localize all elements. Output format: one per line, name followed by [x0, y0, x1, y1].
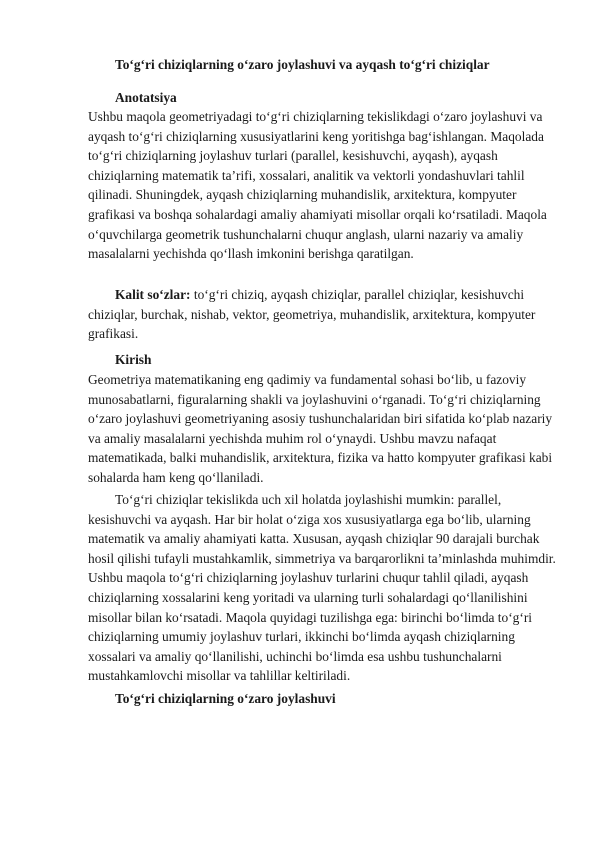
abstract-paragraph: Ushbu maqola geometriyadagi to‘g‘ri chiziqlarning tekislikdagi o‘zaro joylashuvi va ayqash to‘g‘ri chiziqlarning xususiyatlarini keng yoritishga bag‘ishlangan. Maqolada to‘g‘ri chiziqlarning joylashuv turlari (parallel, kesishuvchi, ayqash), ayqash chiziqlarning matematik ta’rifi, xossalari, analitik va vektorli yondashuvlari tahlil qilinadi. Shuningdek, ayqash chiziqlarning muhandislik, arxitektura, kompyuter grafikasi va boshqa sohalardagi amaliy ahamiyati misollar orqali ko‘rsatiladi. Maqola o‘quvchilarga geometrik tushunchalarni chuqur anglash, ularni nazariy va amaliy masalalarni yechishda qo‘llash imkonini berishga qaratilgan.: [88, 109, 547, 262]
intro-heading: Kirish: [115, 352, 152, 367]
keywords-label: Kalit so‘zlar:: [115, 287, 191, 302]
body-paragraph: To‘g‘ri chiziqlar tekislikda uch xil holatda joylashishi mumkin: parallel, kesishuvchi va ayqash. Har bir holat o‘ziga xos xususiyatlarga ega bo‘lib, ularning matematik va amaliy ahamiyati katta. Xususan, ayqash chiziqlar 90 darajali burchak hosil qilishi tufayli mustahkamlik, simmetriya va barqarorlikni ta’minlashda muhimdir. Ushbu maqola to‘g‘ri chiziqlarning joylashuv turlarini chuqur tahlil qiladi, ayqash chiziqlarning xossalarini keng yoritadi va ularning turli sohalardagi qo‘llanilishini misollar bilan ko‘rsatadi. Maqola quyidagi tuzilishga ega: birinchi bo‘limda to‘g‘ri chiziqlarning umumiy joylashuv turlari, ikkinchi bo‘limda ayqash chiziqlarning xossalari va amaliy qo‘llanilishi, uchinchi bo‘limda esa ushbu tushunchalarni mustahkamlovchi misollar va tahlillar keltiriladi.: [88, 492, 556, 684]
abstract-heading: Anotatsiya: [115, 90, 177, 105]
keywords-paragraph: [88, 285, 558, 344]
section-heading: To‘g‘ri chiziqlarning o‘zaro joylashuvi: [115, 691, 336, 706]
article-title: To‘g‘ri chiziqlarning o‘zaro joylashuvi va ayqash to‘g‘ri chiziqlar: [115, 57, 490, 72]
intro-paragraph: Geometriya matematikaning eng qadimiy va fundamental sohasi bo‘lib, u fazoviy munosabatlarni, figuralarning shakli va joylashuvini o‘rganadi. To‘g‘ri chiziqlarning o‘zaro joylashuvi geometriyaning asosiy tushunchalaridan biri sifatida ko‘plab nazariy va amaliy masalalarni yechishda muhim rol o‘ynaydi. Ushbu mavzu nafaqat matematikada, balki muhandislik, arxitektura, fizika va hatto kompyuter grafikasi kabi sohalarda ham keng qo‘llaniladi.: [88, 372, 553, 485]
keywords-list: to‘g‘ri chiziq, ayqash chiziqlar, parallel chiziqlar, kesishuvchi chiziqlar, burchak, nishab, vektor, geometriya, muhandislik, arxitektura, kompyuter grafikasi.: [88, 287, 536, 342]
